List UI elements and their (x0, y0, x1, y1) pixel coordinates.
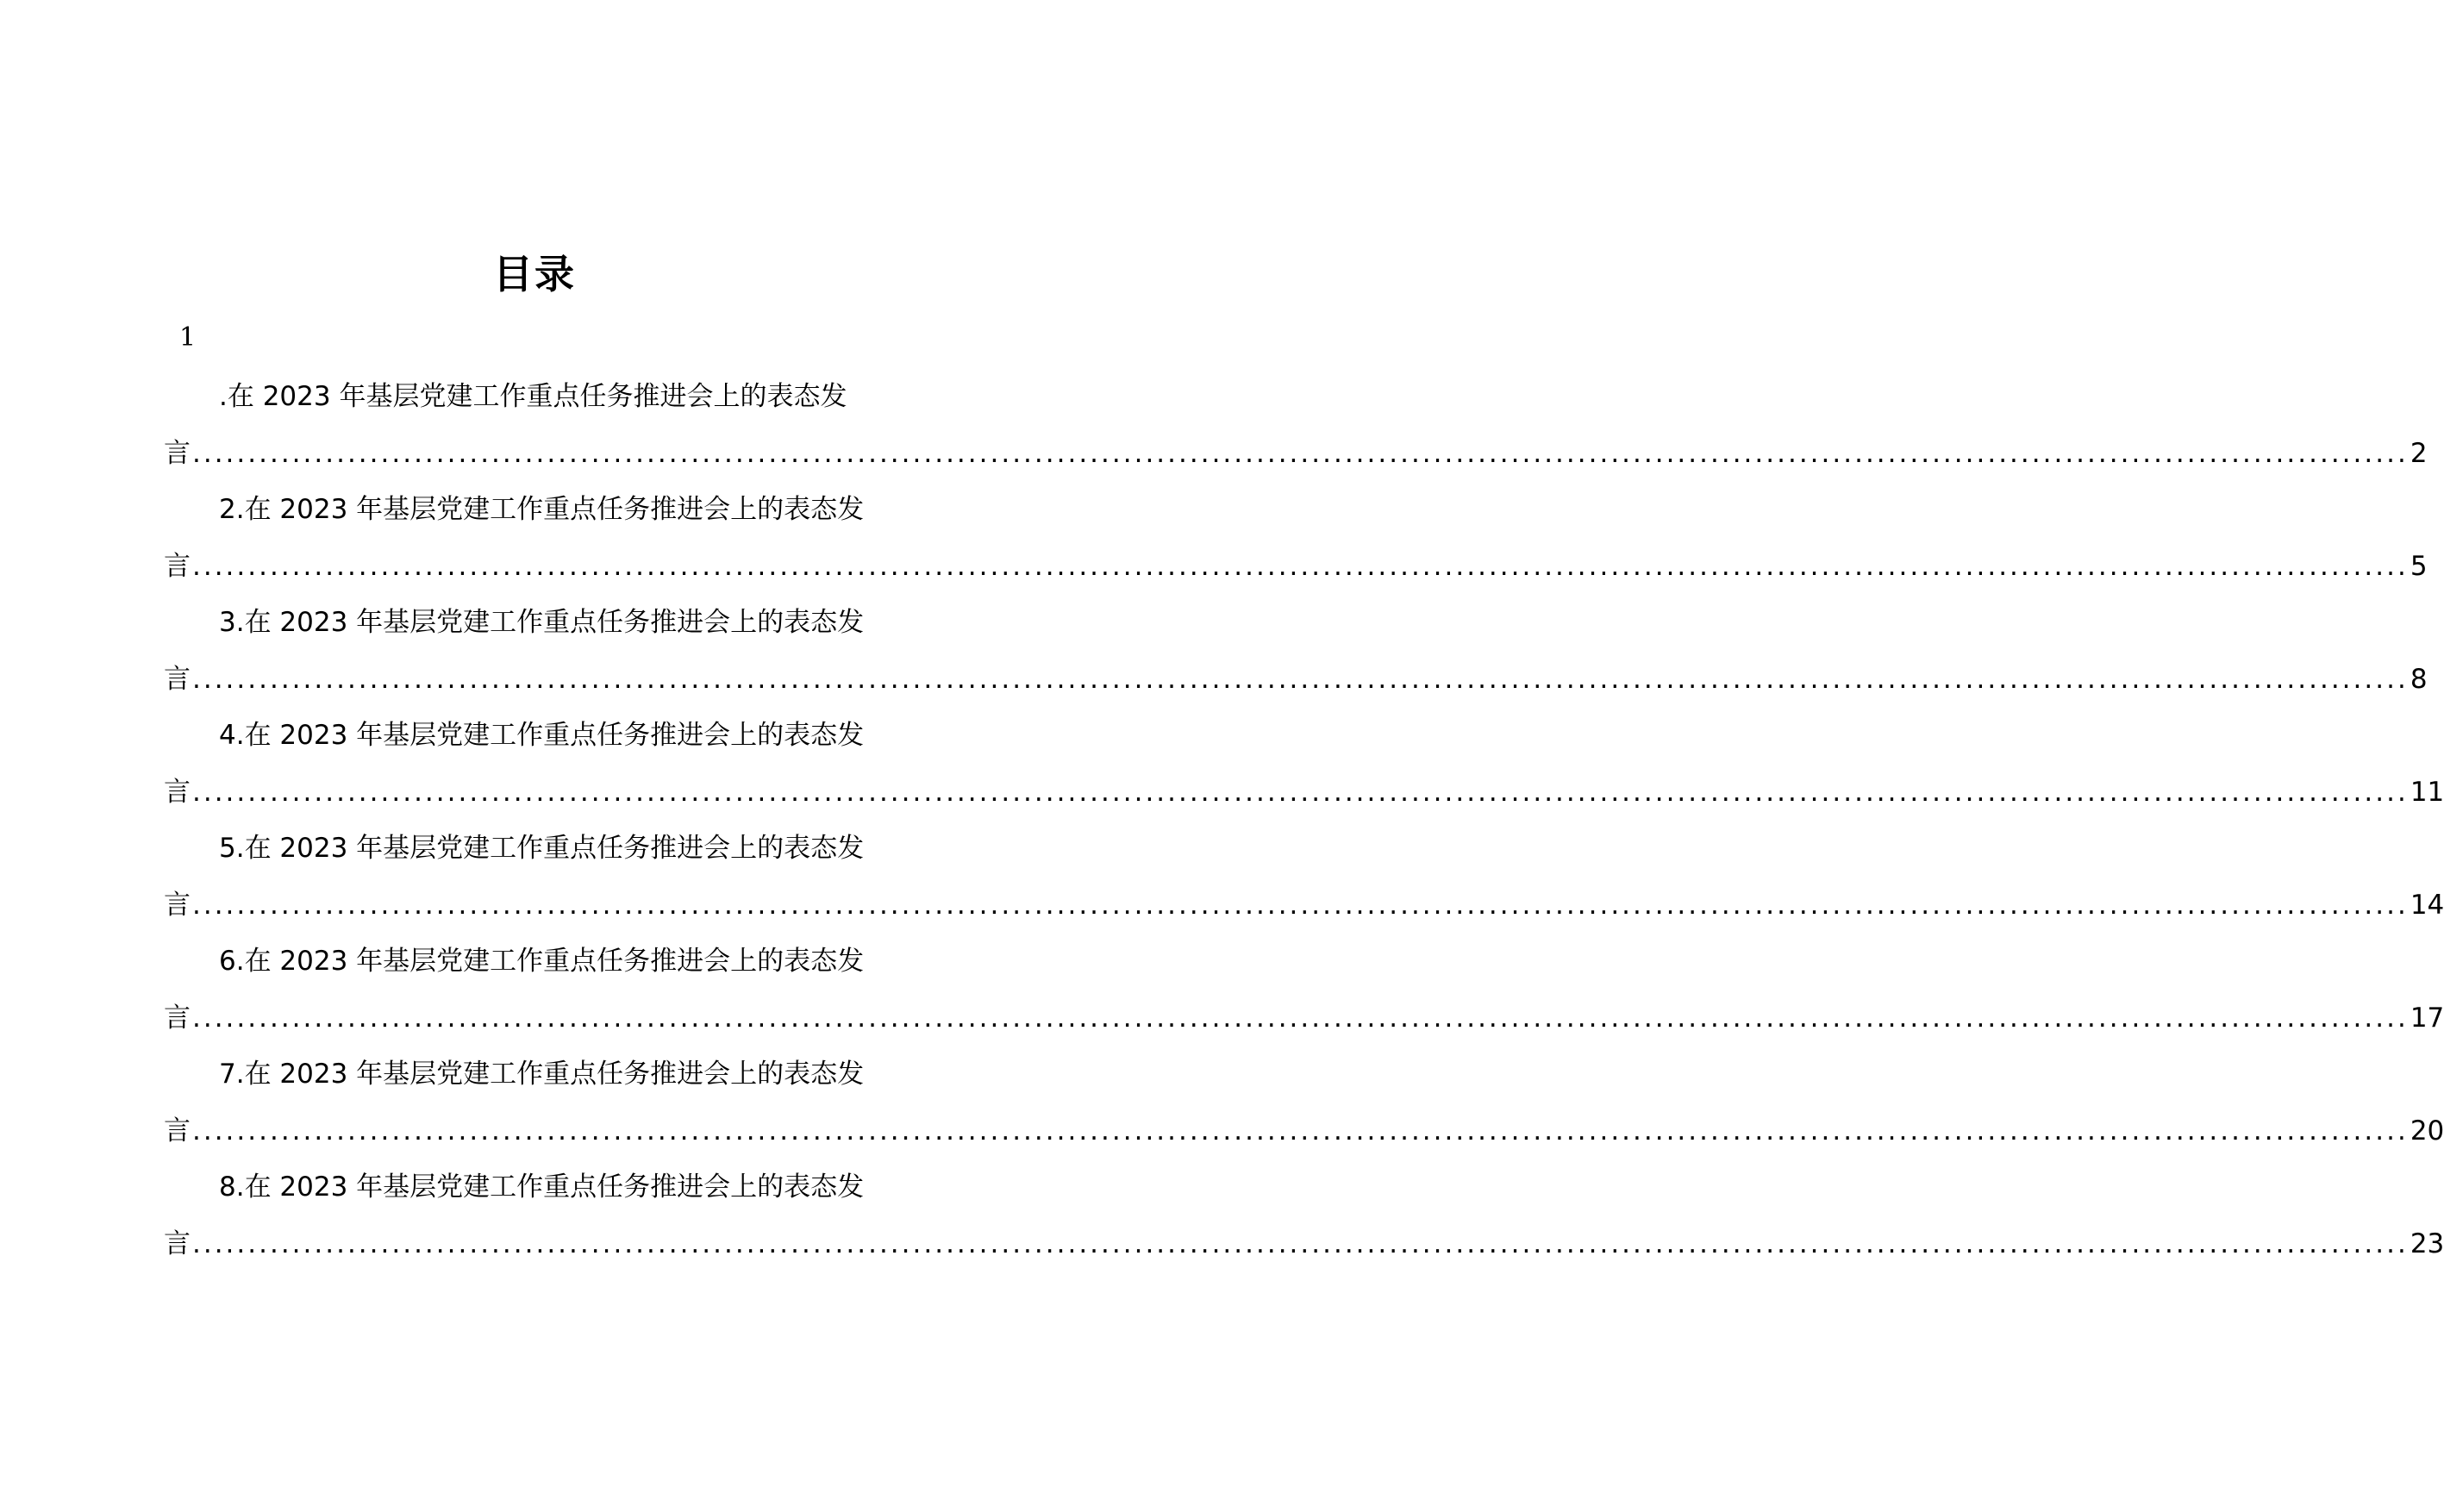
toc-entry-3[interactable] (164, 595, 2428, 708)
toc-entry-text: 8.在 2023 年基层党建工作重点任务推进会上的表态发 (219, 1171, 865, 1203)
toc-entry-tail: 言 (164, 1115, 191, 1146)
toc-entry-1[interactable] (164, 369, 2428, 482)
toc-page-number: 8 (2410, 664, 2428, 695)
toc-entry-tail: 言 (164, 551, 191, 582)
toc-page-number: 23 (2410, 1228, 2444, 1259)
toc-entry-text: 7.在 2023 年基层党建工作重点任务推进会上的表态发 (219, 1059, 865, 1090)
toc-entry-leader-line (164, 1103, 2444, 1159)
toc-entry-7[interactable] (164, 1047, 2444, 1159)
toc-page-number: 17 (2410, 1003, 2444, 1034)
toc-entry-6[interactable] (164, 934, 2444, 1047)
toc-entry-tail: 言 (164, 777, 191, 808)
toc-page-number: 11 (2410, 777, 2444, 808)
dot-leader: ........................................................................................................................................................................................................ (192, 664, 2409, 695)
toc-entry-leader-line (164, 651, 2428, 708)
toc-entry-leader-line (164, 538, 2428, 595)
toc-page-number: 2 (2410, 438, 2428, 469)
toc-entry-text: 3.在 2023 年基层党建工作重点任务推进会上的表态发 (219, 607, 865, 638)
toc-entry-leader-line (164, 1215, 2444, 1272)
toc-entry-leader-line (164, 877, 2444, 934)
toc-entry-8[interactable] (164, 1159, 2444, 1272)
toc-entry-leader-line (164, 990, 2444, 1047)
dot-leader: ........................................................................................................................................................................................................ (192, 551, 2409, 582)
toc-list (164, 369, 2444, 1272)
toc-entry-text: 6.在 2023 年基层党建工作重点任务推进会上的表态发 (219, 946, 865, 977)
toc-entry-tail: 言 (164, 1003, 191, 1034)
toc-page-number: 5 (2410, 551, 2428, 582)
toc-entry-leader-line (164, 764, 2444, 821)
dot-leader: ........................................................................................................................................................................................................ (192, 1115, 2409, 1146)
toc-entry-text: 2.在 2023 年基层党建工作重点任务推进会上的表态发 (219, 494, 865, 525)
dot-leader: ........................................................................................................................................................................................................ (192, 438, 2409, 469)
dot-leader: ........................................................................................................................................................................................................ (192, 777, 2409, 808)
toc-entry-text: 4.在 2023 年基层党建工作重点任务推进会上的表态发 (219, 720, 865, 751)
dot-leader: ........................................................................................................................................................................................................ (192, 1003, 2409, 1034)
toc-entry-tail: 言 (164, 438, 191, 469)
toc-title: 目录 (493, 251, 576, 297)
dot-leader: ........................................................................................................................................................................................................ (192, 890, 2409, 921)
toc-entry-tail: 言 (164, 890, 191, 921)
toc-page-number: 20 (2410, 1115, 2444, 1146)
dot-leader: ........................................................................................................................................................................................................ (192, 1228, 2409, 1259)
toc-entry-tail: 言 (164, 664, 191, 695)
toc-entry-tail: 言 (164, 1228, 191, 1259)
toc-entry-2[interactable] (164, 482, 2428, 595)
toc-page-number: 14 (2410, 890, 2444, 921)
stray-number: 1 (179, 322, 197, 353)
toc-entry-text: .在 2023 年基层党建工作重点任务推进会上的表态发 (219, 381, 847, 412)
toc-entry-5[interactable] (164, 821, 2444, 934)
toc-entry-leader-line (164, 425, 2428, 482)
toc-entry-text: 5.在 2023 年基层党建工作重点任务推进会上的表态发 (219, 833, 865, 864)
toc-entry-4[interactable] (164, 708, 2444, 821)
